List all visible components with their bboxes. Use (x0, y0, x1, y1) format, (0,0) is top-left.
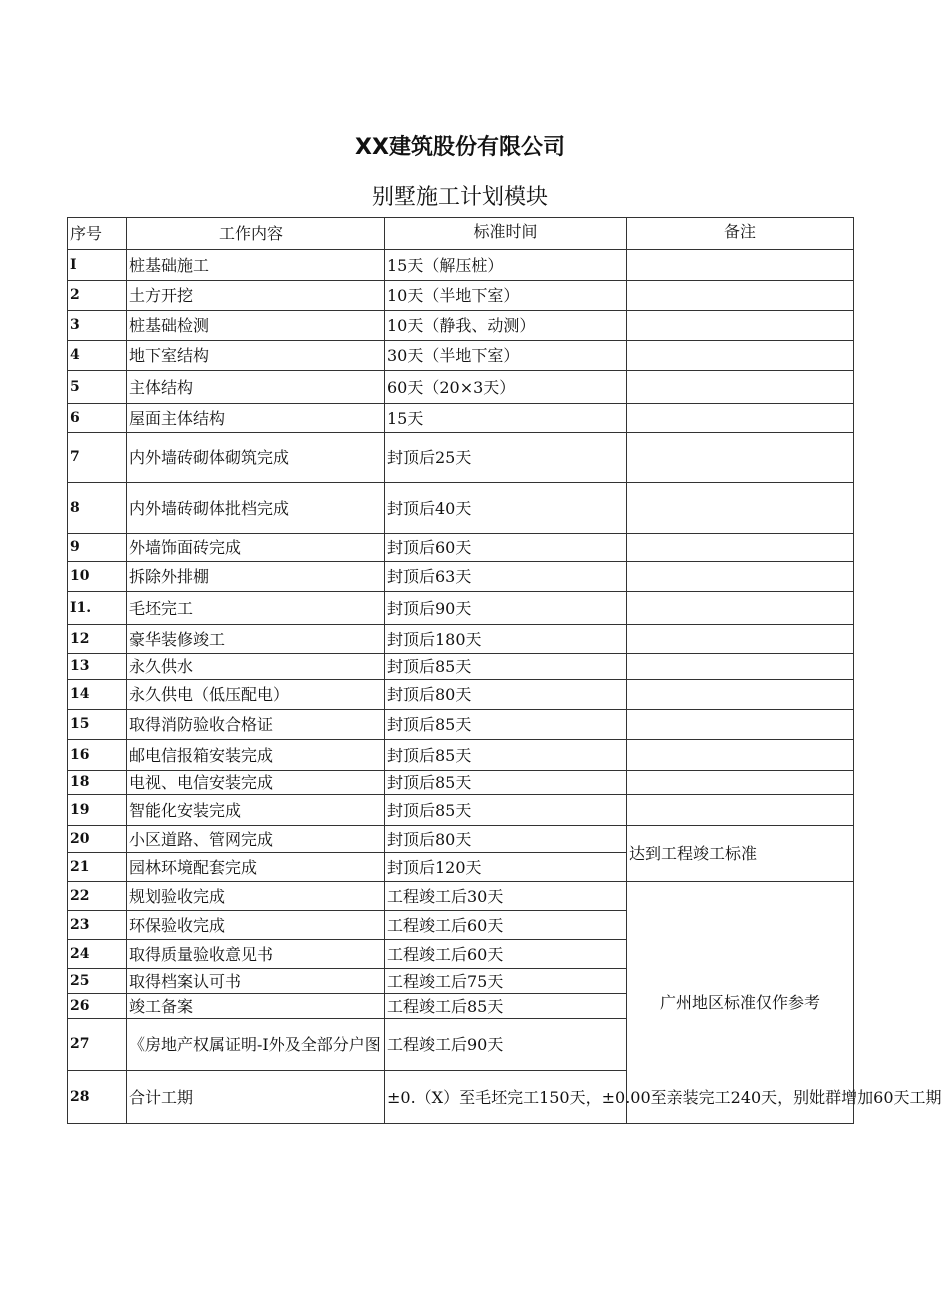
row-note (627, 654, 854, 680)
row-no: 23 (68, 911, 127, 940)
table-row (68, 371, 854, 404)
row-no: 8 (68, 483, 127, 534)
row-note (627, 404, 854, 433)
row-no: 24 (68, 940, 127, 969)
row-no: 9 (68, 534, 127, 562)
row-no: 28 (68, 1071, 127, 1124)
table-row (68, 433, 854, 483)
row-time: 封顶后25天 (385, 433, 627, 483)
table-row (68, 795, 854, 826)
row-time: 封顶后85天 (385, 710, 627, 740)
row-content: 主体结构 (127, 371, 385, 404)
row-note (627, 341, 854, 371)
row-time: 60天（20×3天） (385, 371, 627, 404)
row-no: 5 (68, 371, 127, 404)
row-time: 15天（解压桩） (385, 250, 627, 281)
row-time: 工程竣工后90天 (385, 1019, 627, 1071)
row-time: 工程竣工后30天 (385, 882, 627, 911)
row-time: 封顶后63天 (385, 562, 627, 592)
row-content: 取得质量验收意见书 (127, 940, 385, 969)
row-no: 10 (68, 562, 127, 592)
row-content: 取得消防验收合格证 (127, 710, 385, 740)
row-content: 内外墙砖砌体砌筑完成 (127, 433, 385, 483)
table-header-row (68, 218, 854, 250)
row-note (627, 680, 854, 710)
row-note (627, 771, 854, 795)
schedule-table (67, 217, 942, 1124)
row-content: 毛坯完工 (127, 592, 385, 625)
row-time: 封顶后85天 (385, 654, 627, 680)
note-reference: 广州地区标准仅作参考 (627, 882, 854, 1124)
note-acceptance: 达到工程竣工标准 (627, 826, 854, 882)
header-no: 序号 (68, 218, 127, 250)
table-row (68, 654, 854, 680)
table-row (68, 625, 854, 654)
table-row (68, 562, 854, 592)
row-no: 7 (68, 433, 127, 483)
row-content: 内外墙砖砌体批档完成 (127, 483, 385, 534)
row-note (627, 311, 854, 341)
row-note (627, 371, 854, 404)
row-time: 封顶后90天 (385, 592, 627, 625)
row-no: 6 (68, 404, 127, 433)
row-note (627, 433, 854, 483)
row-content: 永久供水 (127, 654, 385, 680)
row-note (627, 534, 854, 562)
row-no: 18 (68, 771, 127, 795)
row-time: 封顶后80天 (385, 826, 627, 853)
table-row (68, 250, 854, 281)
row-content: 园林环境配套完成 (127, 853, 385, 882)
row-note (627, 562, 854, 592)
row-no: 21 (68, 853, 127, 882)
row-time: 封顶后120天 (385, 853, 627, 882)
row-content: 《房地产权属证明-I外及全部分户图 (127, 1019, 385, 1071)
table-row (68, 826, 854, 853)
row-time: 封顶后40天 (385, 483, 627, 534)
row-no: 27 (68, 1019, 127, 1071)
row-no: 16 (68, 740, 127, 771)
row-content: 电视、电信安装完成 (127, 771, 385, 795)
row-note (627, 625, 854, 654)
company-title: XX建筑股份有限公司 (355, 135, 565, 160)
row-no: 25 (68, 969, 127, 994)
row-content: 小区道路、管网完成 (127, 826, 385, 853)
row-time: 封顶后85天 (385, 771, 627, 795)
header-content: 工作内容 (127, 218, 385, 250)
row-content: 桩基础检测 (127, 311, 385, 341)
row-time: ±0.（X）至毛坯完工150天，±0.00至亲装完工240天，别妣群增加60天工期 (385, 1071, 854, 1124)
row-no: I1. (68, 592, 127, 625)
table-row (68, 483, 854, 534)
row-no: 2 (68, 281, 127, 311)
row-content: 永久供电（低压配电） (127, 680, 385, 710)
table-row (68, 1071, 854, 1124)
table-row (68, 281, 854, 311)
header-time: 标准时间 (385, 218, 627, 250)
row-content: 屋面主体结构 (127, 404, 385, 433)
table-row (68, 534, 854, 562)
table-row (68, 680, 854, 710)
row-content: 邮电信报箱安装完成 (127, 740, 385, 771)
row-time: 封顶后85天 (385, 795, 627, 826)
row-content: 竣工备案 (127, 994, 385, 1019)
row-content: 取得档案认可书 (127, 969, 385, 994)
table-row (68, 592, 854, 625)
row-time: 封顶后85天 (385, 740, 627, 771)
row-content: 规划验收完成 (127, 882, 385, 911)
document-subtitle: 别墅施工计划模块 (371, 185, 548, 210)
row-no: I (68, 250, 127, 281)
table-row (68, 341, 854, 371)
row-content: 拆除外排棚 (127, 562, 385, 592)
row-no: 20 (68, 826, 127, 853)
row-note (627, 592, 854, 625)
row-note (627, 483, 854, 534)
row-content: 桩基础施工 (127, 250, 385, 281)
table-row (68, 771, 854, 795)
row-content: 豪华装修竣工 (127, 625, 385, 654)
row-no: 15 (68, 710, 127, 740)
row-time: 工程竣工后60天 (385, 911, 627, 940)
row-time: 封顶后60天 (385, 534, 627, 562)
header-note: 备注 (627, 218, 854, 250)
row-no: 4 (68, 341, 127, 371)
row-time: 工程竣工后85天 (385, 994, 627, 1019)
row-content: 合计工期 (127, 1071, 385, 1124)
table-row (68, 882, 854, 911)
row-note (627, 250, 854, 281)
row-note (627, 710, 854, 740)
row-content: 智能化安装完成 (127, 795, 385, 826)
table-row (68, 404, 854, 433)
row-content: 土方开挖 (127, 281, 385, 311)
row-time: 工程竣工后75天 (385, 969, 627, 994)
row-time: 封顶后180天 (385, 625, 627, 654)
row-content: 外墙饰面砖完成 (127, 534, 385, 562)
row-no: 26 (68, 994, 127, 1019)
row-no: 22 (68, 882, 127, 911)
table-row (68, 311, 854, 341)
row-time: 10天（静我、动测） (385, 311, 627, 341)
row-time: 15天 (385, 404, 627, 433)
row-no: 19 (68, 795, 127, 826)
row-no: 13 (68, 654, 127, 680)
row-no: 12 (68, 625, 127, 654)
row-content: 环保验收完成 (127, 911, 385, 940)
row-time: 10天（半地下室） (385, 281, 627, 311)
row-time: 工程竣工后60天 (385, 940, 627, 969)
row-no: 14 (68, 680, 127, 710)
table-row (68, 740, 854, 771)
row-no: 3 (68, 311, 127, 341)
row-time: 封顶后80天 (385, 680, 627, 710)
table-row (68, 710, 854, 740)
row-note (627, 740, 854, 771)
row-content: 地下室结构 (127, 341, 385, 371)
row-time: 30天（半地下室） (385, 341, 627, 371)
row-note (627, 281, 854, 311)
row-note (627, 795, 854, 826)
